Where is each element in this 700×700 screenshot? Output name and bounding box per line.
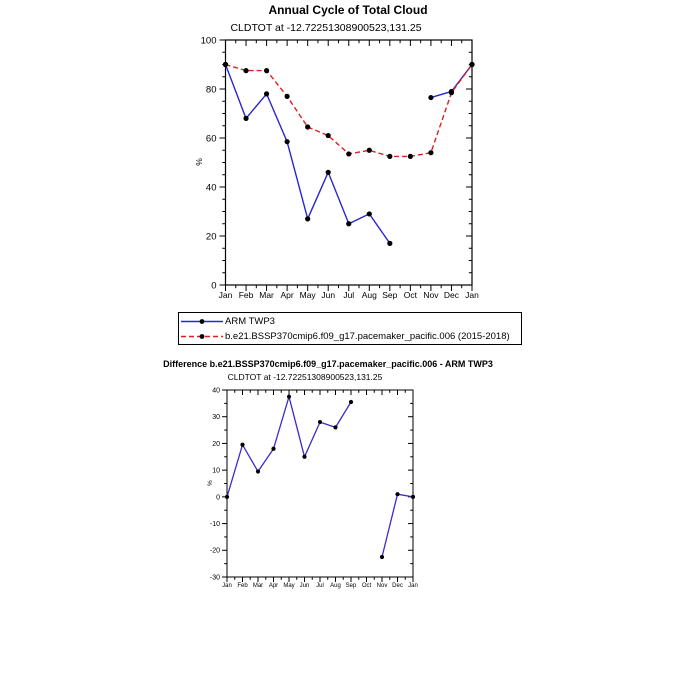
legend-label-model: b.e21.BSSP370cmip6.f09_g17.pacemaker_pacific.006 (2015-2018): [225, 330, 510, 342]
top-chart-xtick-label: Aug: [361, 290, 377, 300]
bottom-chart-xtick-label: Nov: [376, 583, 388, 589]
top-chart-series-1-marker: [408, 154, 413, 159]
bottom-chart-xtick-label: Oct: [361, 583, 372, 589]
bottom-chart-series-0-marker: [411, 495, 415, 499]
top-chart-ytick-label: 60: [205, 133, 217, 145]
top-chart-xtick-label: Jun: [321, 290, 336, 300]
top-chart-xtick-label: Jul: [343, 290, 355, 300]
top-chart-series-0-marker: [387, 241, 392, 246]
bottom-chart-xtick-label: Apr: [268, 583, 279, 589]
legend-line-sample-dashed: [179, 330, 225, 343]
top-chart-series-1-marker: [223, 62, 228, 67]
bottom-chart-xtick-label: Sep: [345, 583, 357, 589]
top-chart-series-1-marker: [449, 90, 454, 95]
top-chart-xtick-label: Apr: [280, 290, 294, 300]
top-chart-series-0-marker: [264, 91, 269, 96]
bottom-chart-series-0-marker: [318, 420, 322, 424]
top-chart-series-0-marker: [243, 116, 248, 121]
bottom-chart-xtick-label: Feb: [237, 583, 248, 589]
bottom-chart-series-0: [225, 395, 415, 559]
bottom-chart-title: Difference b.e21.BSSP370cmip6.f09_g17.pacemaker_pacific.006 - ARM TWP3: [163, 359, 493, 369]
bottom-chart-ytick-label: 0: [216, 494, 220, 502]
bottom-chart-xtick-label: May: [283, 583, 295, 589]
bottom-chart-series-0-marker: [225, 495, 229, 499]
bottom-chart-series-0-marker: [271, 447, 275, 451]
top-chart-y-ticks: [220, 40, 473, 285]
bottom-chart-x-ticks: [227, 390, 413, 582]
bottom-chart-xtick-label: Jul: [316, 583, 324, 589]
top-chart-subtitle: CLDTOT at -12.72251308900523,131.25: [230, 22, 422, 34]
bottom-chart-series-0-marker: [256, 469, 260, 473]
top-chart-series-1-marker: [367, 148, 372, 153]
top-chart-series-0-marker: [305, 216, 310, 221]
top-chart-ytick-label: 40: [205, 182, 217, 194]
top-chart-series-1-line: [226, 65, 473, 157]
top-chart-series-1-marker: [285, 94, 290, 99]
top-chart-ytick-label: 80: [205, 84, 217, 96]
bottom-chart-series-0-marker: [240, 443, 244, 447]
top-chart-series-1-marker: [346, 151, 351, 156]
bottom-chart-subtitle: CLDTOT at -12.72251308900523,131.25: [227, 372, 383, 382]
bottom-chart-ylabel: %: [207, 480, 214, 486]
top-chart-ylabel: %: [194, 158, 204, 166]
top-chart-series-0-marker: [285, 139, 290, 144]
top-chart-ytick-label: 100: [200, 35, 217, 47]
bottom-chart-ytick-label: 30: [212, 414, 220, 422]
bottom-chart-xtick-label: Jun: [299, 583, 310, 589]
top-chart-ytick-label: 20: [205, 231, 217, 243]
top-chart-series-1-marker: [428, 150, 433, 155]
top-chart-series-0-marker: [326, 170, 331, 175]
bottom-chart-ytick-label: 40: [212, 387, 220, 395]
top-chart-xtick-label: Sep: [382, 290, 398, 300]
top-chart-frame: [226, 40, 473, 285]
top-chart-title: Annual Cycle of Total Cloud: [268, 3, 428, 17]
legend-item-obs: [179, 314, 521, 329]
top-chart-xtick-label: Jan: [465, 290, 479, 300]
top-chart-xtick-label: Jan: [218, 290, 233, 300]
top-chart-xtick-label: Dec: [443, 290, 460, 300]
bottom-chart-ytick-label: -30: [209, 574, 220, 582]
top-chart-series-1-marker: [305, 124, 310, 129]
top-chart-xtick-label: May: [299, 290, 316, 300]
top-chart-series-0-marker: [367, 211, 372, 216]
bottom-chart-ytick-label: 20: [212, 440, 220, 448]
bottom-chart-series-0-marker: [333, 425, 337, 429]
bottom-chart-xtick-label: Aug: [330, 583, 341, 589]
top-chart-xtick-label: Nov: [423, 290, 439, 300]
top-chart-ytick-label: 0: [211, 280, 217, 292]
bottom-chart-ytick-label: 10: [212, 467, 220, 475]
top-chart-series-1-marker: [326, 133, 331, 138]
legend-line-sample-solid: [179, 315, 225, 328]
bottom-chart-ytick-label: -20: [209, 547, 220, 555]
bottom-chart-xtick-label: Mar: [252, 583, 264, 589]
top-chart-xtick-label: Oct: [403, 290, 417, 300]
bottom-chart-ytick-label: -10: [209, 521, 220, 529]
legend-label-obs: ARM TWP3: [225, 315, 275, 327]
legend-box: [178, 312, 522, 345]
top-chart-xtick-label: Mar: [259, 290, 274, 300]
top-chart-x-ticks: [226, 40, 473, 291]
bottom-chart-xtick-label: Jan: [222, 583, 232, 589]
bottom-chart-xtick-label: Dec: [392, 583, 403, 589]
top-chart-series-0-marker: [346, 221, 351, 226]
top-chart-series-1-marker: [264, 68, 269, 73]
top-chart-x-tick-labels: [219, 290, 479, 300]
bottom-chart-series-0-marker: [395, 492, 399, 496]
top-chart-xtick-label: Feb: [238, 290, 254, 300]
bottom-chart-plot: [210, 387, 418, 589]
bottom-chart-series-0-marker: [349, 400, 353, 404]
bottom-chart-x-tick-labels: [222, 583, 418, 589]
bottom-chart-series-0-marker: [287, 395, 291, 399]
top-chart-series-0-marker: [428, 95, 433, 100]
top-chart-series-1-marker: [469, 62, 474, 67]
legend-item-model: [179, 329, 521, 344]
top-chart-series-1-marker: [243, 68, 248, 73]
top-chart-series-1: [223, 62, 475, 159]
bottom-chart-frame: [227, 390, 413, 577]
bottom-chart-xtick-label: Jan: [408, 583, 418, 589]
top-chart-series-1-marker: [387, 154, 392, 159]
top-chart-plot: [201, 35, 479, 300]
bottom-chart-series-0-marker: [380, 555, 384, 559]
bottom-chart-series-0-marker: [302, 455, 306, 459]
